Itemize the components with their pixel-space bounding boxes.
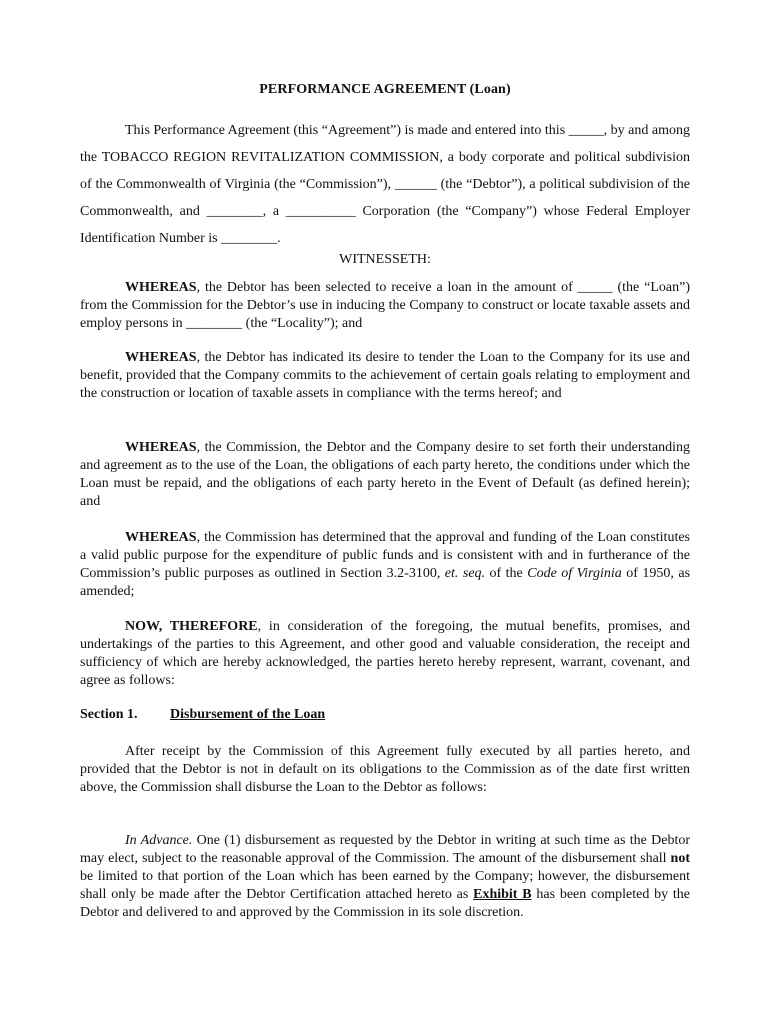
- section-1-heading: [80, 707, 325, 723]
- in-advance-text: be limited to that portion of the Loan which has been earned by the Company; however, the disbursement shall only be made after the Debtor Certification attached hereto as: [80, 869, 690, 902]
- section-number: Section 1.: [80, 707, 138, 722]
- section-1-paragraph: After receipt by the Commission of this Agreement fully executed by all parties hereto, and provided that the Debtor is not in default on its obligations to the Commission as of the date first written above, the Commission shall disburse the Loan to the Debtor as follows:: [80, 744, 690, 795]
- exhibit-b-reference: Exhibit B: [473, 887, 532, 902]
- whereas-label: WHEREAS: [125, 350, 197, 365]
- whereas-text: of 1950, as amended;: [80, 566, 691, 599]
- intro-text: This Performance Agreement (this “Agreement”) is made and entered into this _____, by and among the TOBACCO REGION REVITALIZATION COMMISSION, a body corporate and political subdivision of the Commonwealth of Virginia (the “Commission”), ______ (the “Debtor”), a political subdivision of the Commonwealth, and ________, a __________ Corporation (the “Company”) whose Federal Employer Identification Number is ________.: [80, 123, 690, 246]
- intro-paragraph: [80, 117, 690, 252]
- whereas-paragraph-4: [80, 529, 690, 601]
- whereas-paragraph-3: [80, 439, 690, 511]
- whereas-text: , the Commission, the Debtor and the Company desire to set forth their understanding and agreement as to the use of the Loan, the obligations of each party hereto, the conditions under which the Loan must be repaid, and the obligations of each party hereto in the Event of Default (as defined herein); and: [80, 440, 690, 509]
- not-emphasis: not: [670, 851, 690, 866]
- whereas-label: WHEREAS: [125, 530, 197, 545]
- now-therefore-text: , in consideration of the foregoing, the mutual benefits, promises, and undertakings of the parties to this Agreement, and other good and valuable consideration, the receipt and sufficiency of which are hereby acknowledged, the parties hereto hereby represent, warrant, covenant, and agree as follows:: [80, 619, 690, 688]
- in-advance-text: One (1) disbursement as requested by the Debtor in writing at such time as the Debtor may elect, subject to the reasonable approval of the Commission. The amount of the disbursement shall: [80, 833, 690, 866]
- whereas-paragraph-1: [80, 279, 690, 333]
- whereas-text: , the Debtor has been selected to receive a loan in the amount of _____ (the “Loan”) from the Commission for the Debtor’s use in inducing the Company to construct or locate taxable assets and employ persons in ________ (the “Locality”); and: [80, 280, 690, 331]
- document-title: PERFORMANCE AGREEMENT (Loan): [259, 82, 511, 97]
- in-advance-label: In Advance.: [125, 833, 193, 848]
- et-seq-text: et. seq.: [444, 566, 486, 581]
- whereas-text: , the Commission has determined that the approval and funding of the Loan constitutes a valid public purpose for the expenditure of public funds and is consistent with and in furtherance of the Commission’s public purposes as outlined in Section 3.2-3100,: [80, 530, 690, 581]
- whereas-paragraph-2: [80, 349, 690, 403]
- whereas-text: of the: [485, 566, 528, 581]
- now-therefore-label: NOW, THEREFORE: [125, 619, 258, 634]
- whereas-label: WHEREAS: [125, 440, 197, 455]
- section-title: Disbursement of the Loan: [170, 707, 326, 722]
- whereas-label: WHEREAS: [125, 280, 197, 295]
- code-of-virginia-text: Code of Virginia: [527, 566, 622, 581]
- in-advance-paragraph: [80, 832, 690, 922]
- whereas-text: , the Debtor has indicated its desire to tender the Loan to the Company for its use and benefit, provided that the Company commits to the achievement of certain goals relating to employment and the construction or location of taxable assets in compliance with the terms hereof; and: [80, 350, 690, 401]
- in-advance-text: has been completed by the Debtor and delivered to and approved by the Commission in its sole discretion.: [80, 887, 690, 920]
- now-therefore-paragraph: [80, 618, 690, 690]
- witnesseth-heading: WITNESSETH:: [339, 252, 431, 267]
